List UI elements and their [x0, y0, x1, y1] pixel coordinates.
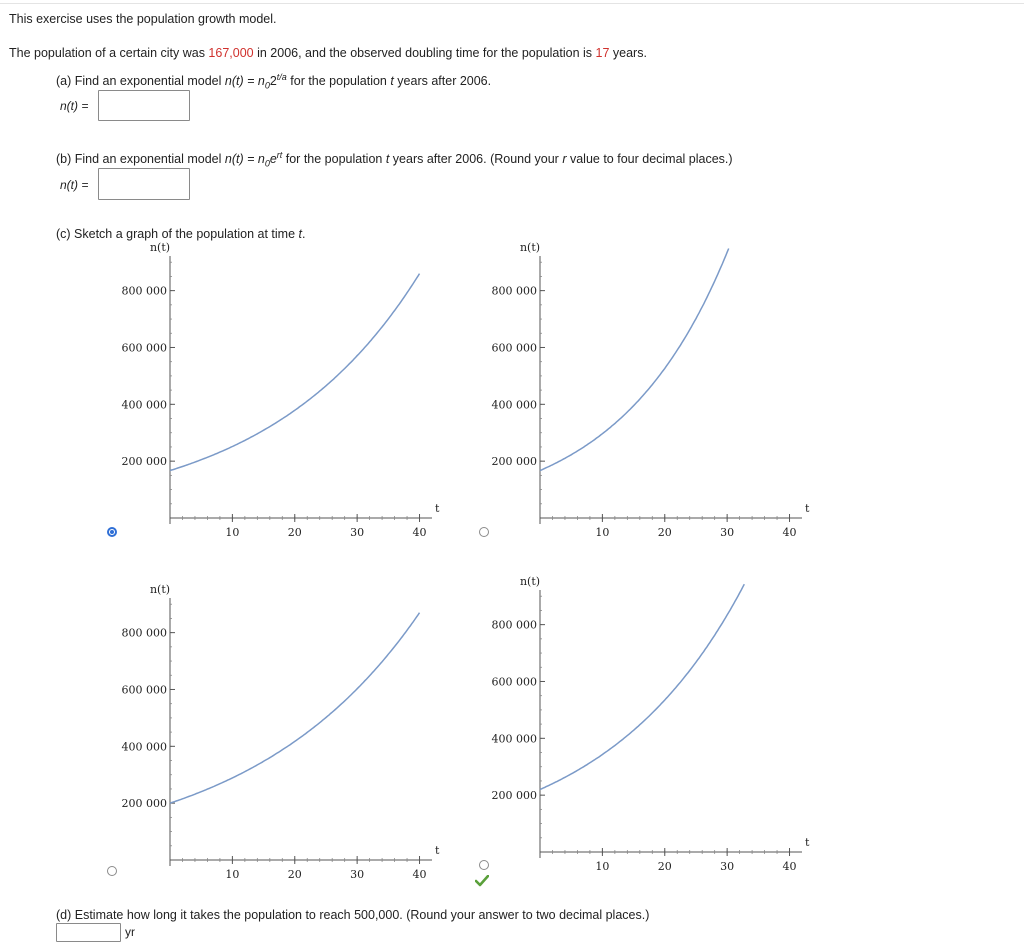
x-axis-label: t: [435, 844, 440, 857]
y-tick-label: 200 000: [491, 455, 537, 469]
x-tick-label: 40: [782, 526, 797, 539]
x-tick-label: 10: [225, 868, 240, 881]
x-axis-label: t: [805, 502, 810, 515]
part-c-tvar: t: [298, 227, 302, 241]
y-axis-label: n(t): [149, 242, 171, 254]
population-curve: [170, 274, 420, 471]
problem-text-3: years.: [609, 46, 647, 60]
graph-option-1[interactable]: [110, 242, 450, 540]
y-tick-label: 600 000: [121, 341, 167, 355]
y-tick-label: 600 000: [491, 341, 537, 355]
y-tick-label: 200 000: [491, 789, 537, 803]
x-tick-label: 30: [720, 526, 735, 539]
part-b-tail2: years after 2006. (Round your: [389, 152, 563, 167]
part-d-unit: yr: [125, 925, 135, 939]
part-a-answer-label: n(t) =: [60, 99, 89, 113]
x-tick-label: 10: [225, 526, 240, 539]
population-curve: [540, 584, 744, 789]
problem-text-1: The population of a certain city was: [9, 46, 209, 60]
y-tick-label: 800 000: [121, 284, 167, 298]
x-tick-label: 30: [350, 868, 365, 881]
x-tick-label: 20: [287, 526, 302, 539]
part-a-tail: for the population: [286, 74, 391, 89]
graph-option-3-radio[interactable]: [107, 866, 117, 876]
part-b-model-base: e: [269, 152, 277, 167]
doubling-time-value: 17: [595, 46, 610, 60]
part-a-model-exp: t/a: [276, 72, 287, 82]
x-tick-label: 20: [657, 860, 672, 873]
graph-option-4-radio[interactable]: [479, 860, 489, 870]
part-a-model-t: (t) = n: [231, 74, 265, 89]
y-tick-label: 800 000: [491, 618, 537, 632]
x-axis-label: t: [435, 502, 440, 515]
problem-text-2: in 2006, and the observed doubling time for the population is: [253, 46, 596, 60]
part-b-tail3: value to four decimal places.): [566, 152, 733, 167]
part-b-model-sub: 0: [264, 158, 270, 169]
y-tick-label: 800 000: [121, 626, 167, 640]
part-b-model-t: (t) = n: [231, 152, 265, 167]
part-a-answer-input[interactable]: [98, 90, 190, 121]
part-b-model-n: n: [224, 152, 232, 167]
part-a-lead: (a) Find an exponential model: [56, 74, 225, 89]
population-curve: [170, 613, 420, 804]
part-a-model-n: n: [224, 74, 232, 89]
graph-option-2-radio[interactable]: [479, 527, 489, 537]
y-tick-label: 400 000: [491, 398, 537, 412]
y-axis-label: n(t): [519, 242, 541, 254]
part-a-tvar: t: [390, 74, 394, 89]
population-curve: [540, 249, 729, 471]
graph-option-4[interactable]: [480, 576, 820, 874]
part-c-question: [56, 226, 305, 242]
part-a-model-base: 2: [269, 74, 277, 89]
part-b-model-exp: rt: [276, 150, 283, 160]
part-c-lead: (c) Sketch a graph of the population at time: [56, 227, 299, 241]
x-tick-label: 40: [412, 868, 427, 881]
y-tick-label: 600 000: [491, 675, 537, 689]
y-tick-label: 800 000: [491, 284, 537, 298]
y-tick-label: 600 000: [121, 683, 167, 697]
part-b-answer-label: n(t) =: [60, 178, 89, 192]
y-tick-label: 200 000: [121, 455, 167, 469]
part-b-tail: for the population: [282, 152, 386, 167]
part-d-answer-input[interactable]: [56, 923, 121, 942]
y-tick-label: 400 000: [121, 740, 167, 754]
y-tick-label: 200 000: [121, 797, 167, 811]
part-a-model-sub: 0: [264, 80, 270, 91]
x-tick-label: 10: [595, 526, 610, 539]
part-c-period: .: [301, 227, 306, 241]
problem-statement: [9, 45, 647, 61]
y-tick-label: 400 000: [121, 398, 167, 412]
part-b-tvar: t: [385, 152, 390, 167]
x-tick-label: 20: [287, 868, 302, 881]
y-tick-label: 400 000: [491, 732, 537, 746]
top-divider: [0, 3, 1024, 4]
part-b-lead: (b) Find an exponential model: [56, 152, 225, 167]
graph-option-2[interactable]: [480, 242, 820, 540]
x-tick-label: 40: [782, 860, 797, 873]
part-b-answer-input[interactable]: [98, 168, 190, 200]
x-tick-label: 20: [657, 526, 672, 539]
part-a-tail2: years after 2006.: [393, 74, 492, 89]
x-tick-label: 30: [720, 860, 735, 873]
part-d-question: (d) Estimate how long it takes the population to reach 500,000. (Round your answer to two decimal places.): [56, 908, 650, 922]
population-value: 167,000: [208, 46, 254, 60]
part-b-rvar: r: [562, 152, 567, 167]
x-axis-label: t: [805, 836, 810, 849]
x-tick-label: 40: [412, 526, 427, 539]
graph-option-3[interactable]: [110, 584, 450, 882]
y-axis-label: n(t): [519, 576, 541, 588]
x-tick-label: 30: [350, 526, 365, 539]
intro-text: This exercise uses the population growth model.: [9, 12, 277, 26]
graph-option-1-radio[interactable]: [107, 527, 117, 537]
y-axis-label: n(t): [149, 584, 171, 596]
checkmark-icon: [475, 875, 489, 887]
x-tick-label: 10: [595, 860, 610, 873]
